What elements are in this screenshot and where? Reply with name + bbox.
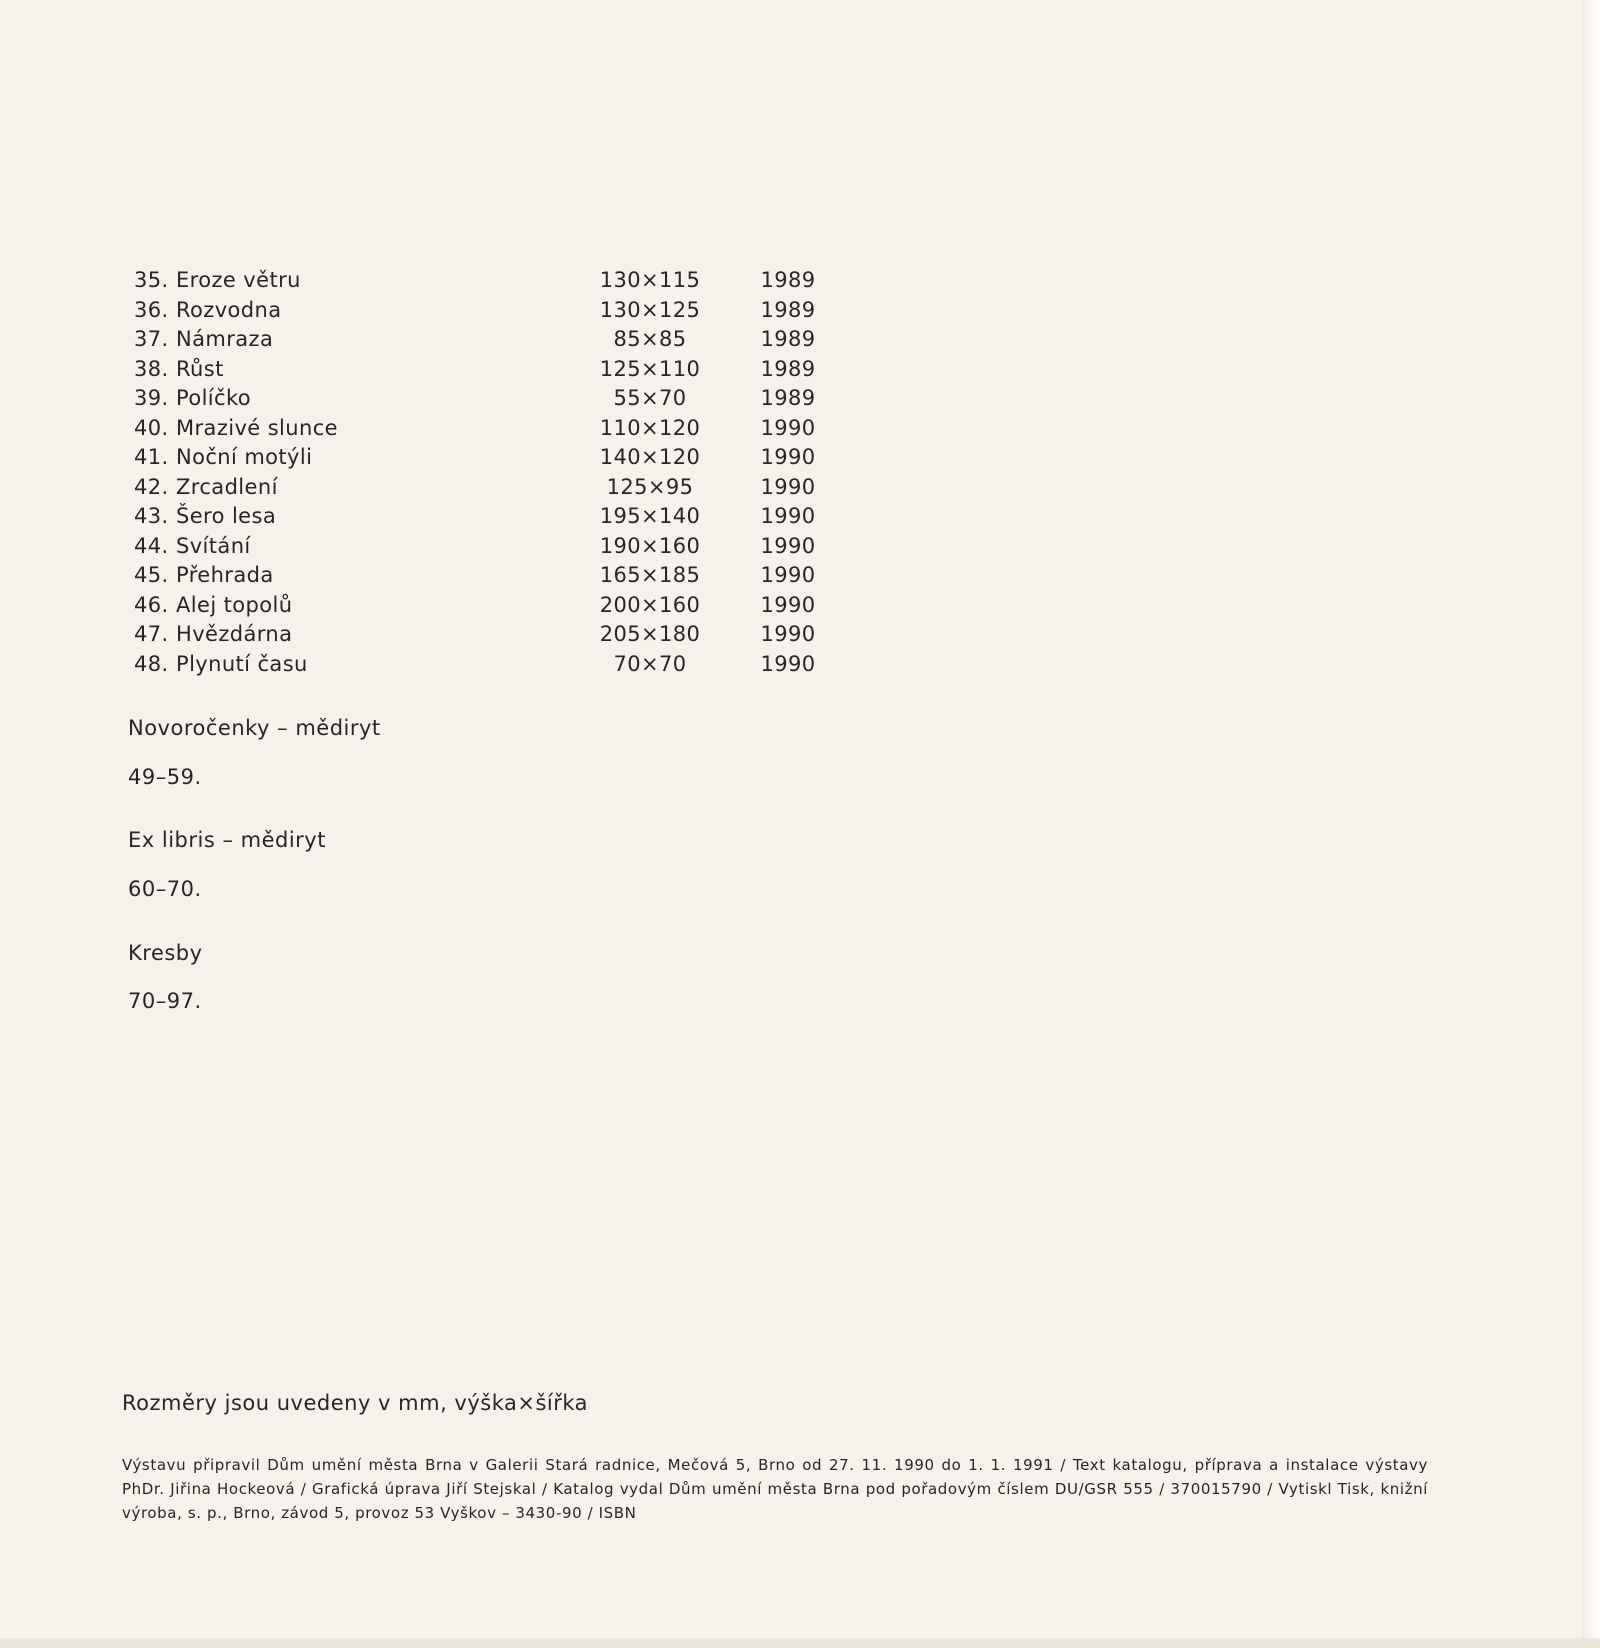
- work-row: [134, 591, 814, 621]
- work-title: Námraza: [176, 327, 274, 351]
- work-number: 42.: [134, 474, 169, 499]
- kresby-heading: Kresby: [128, 941, 203, 965]
- work-row: [134, 414, 814, 444]
- exlibris-heading: Ex libris – mědiryt: [128, 828, 326, 852]
- work-title: Mrazivé slunce: [176, 415, 338, 440]
- exlibris-range: 60–70.: [128, 877, 202, 901]
- work-title: Přehrada: [176, 563, 274, 587]
- work-row: [134, 502, 814, 532]
- work-number: 35.: [134, 268, 169, 292]
- work-number: 36.: [134, 297, 169, 322]
- kresby-range: 70–97.: [128, 989, 202, 1013]
- work-row: [134, 296, 814, 326]
- work-title: Plynutí času: [176, 651, 308, 676]
- work-number: 40.: [134, 415, 169, 440]
- work-year: 1989: [760, 386, 816, 410]
- work-dimensions: 55×70: [613, 386, 687, 410]
- work-year: 1990: [760, 622, 816, 646]
- work-row: [134, 325, 814, 355]
- work-year: 1990: [760, 445, 816, 469]
- work-dimensions: 205×180: [599, 622, 701, 646]
- work-dimensions: 70×70: [613, 651, 687, 676]
- work-dimensions: 125×110: [599, 356, 701, 381]
- work-year: 1989: [760, 356, 816, 381]
- work-title: Eroze větru: [176, 268, 301, 292]
- work-title: Šero lesa: [176, 504, 277, 528]
- work-number: 41.: [134, 445, 169, 469]
- work-title: Hvězdárna: [176, 622, 293, 646]
- work-dimensions: 195×140: [599, 504, 701, 528]
- works-list: [134, 266, 814, 679]
- work-number: 37.: [134, 327, 169, 351]
- work-number: 44.: [134, 533, 169, 558]
- work-row: [134, 355, 814, 385]
- work-number: 38.: [134, 356, 169, 381]
- work-dimensions: 130×115: [599, 268, 701, 292]
- work-row: [134, 473, 814, 503]
- work-year: 1989: [760, 297, 816, 322]
- work-dimensions: 165×185: [599, 563, 701, 587]
- work-year: 1990: [760, 474, 816, 499]
- novorocenky-range: 49–59.: [128, 765, 202, 789]
- page-bottom-edge: [0, 1638, 1600, 1648]
- work-row: [134, 532, 814, 562]
- work-year: 1990: [760, 533, 816, 558]
- work-row: [134, 266, 814, 296]
- work-row: [134, 620, 814, 650]
- work-title: Noční motýli: [176, 445, 313, 469]
- work-dimensions: 85×85: [613, 327, 687, 351]
- dimensions-note: Rozměry jsou uvedeny v mm, výška×šířka: [122, 1391, 589, 1415]
- work-year: 1990: [760, 563, 816, 587]
- work-title: Alej topolů: [176, 592, 293, 617]
- imprint-text: Výstavu připravil Dům umění města Brna v Galerii Stará radnice, Mečová 5, Brno od 27. 11. 1990 do 1. 1. 1991 / Text katalogu, příprava a instalace výstavy PhDr. Jiřina Hockeová / Grafická úprava Jiří Stejskal / Katalog vydal Dům umění města Brna pod pořadovým číslem DU/GSR 555 / 370015790 / Vytiskl Tisk, knižní výroba, s. p., Brno, závod 5, provoz 53 Vyškov – 3430-90 / ISBN: [122, 1456, 1428, 1522]
- work-dimensions: 190×160: [599, 533, 701, 558]
- work-year: 1989: [760, 268, 816, 292]
- work-title: Svítání: [176, 533, 251, 558]
- work-title: Růst: [176, 356, 224, 381]
- work-number: 47.: [134, 622, 169, 646]
- work-number: 46.: [134, 592, 169, 617]
- work-row: [134, 443, 814, 473]
- novorocenky-heading: Novoročenky – mědiryt: [128, 716, 381, 740]
- work-row: [134, 561, 814, 591]
- work-dimensions: 110×120: [599, 415, 701, 440]
- work-year: 1989: [760, 327, 816, 351]
- work-dimensions: 125×95: [606, 474, 694, 499]
- work-number: 48.: [134, 651, 169, 676]
- work-year: 1990: [760, 651, 816, 676]
- work-dimensions: 140×120: [599, 445, 701, 469]
- work-title: Zrcadlení: [176, 474, 278, 499]
- work-dimensions: 200×160: [599, 592, 701, 617]
- work-year: 1990: [760, 415, 816, 440]
- work-year: 1990: [760, 504, 816, 528]
- work-year: 1990: [760, 592, 816, 617]
- work-row: [134, 384, 814, 414]
- work-number: 45.: [134, 563, 169, 587]
- work-dimensions: 130×125: [599, 297, 701, 322]
- work-row: [134, 650, 814, 680]
- work-number: 43.: [134, 504, 169, 528]
- work-title: Políčko: [176, 386, 252, 410]
- work-title: Rozvodna: [176, 297, 282, 322]
- work-number: 39.: [134, 386, 169, 410]
- page-edge: [1582, 0, 1600, 1648]
